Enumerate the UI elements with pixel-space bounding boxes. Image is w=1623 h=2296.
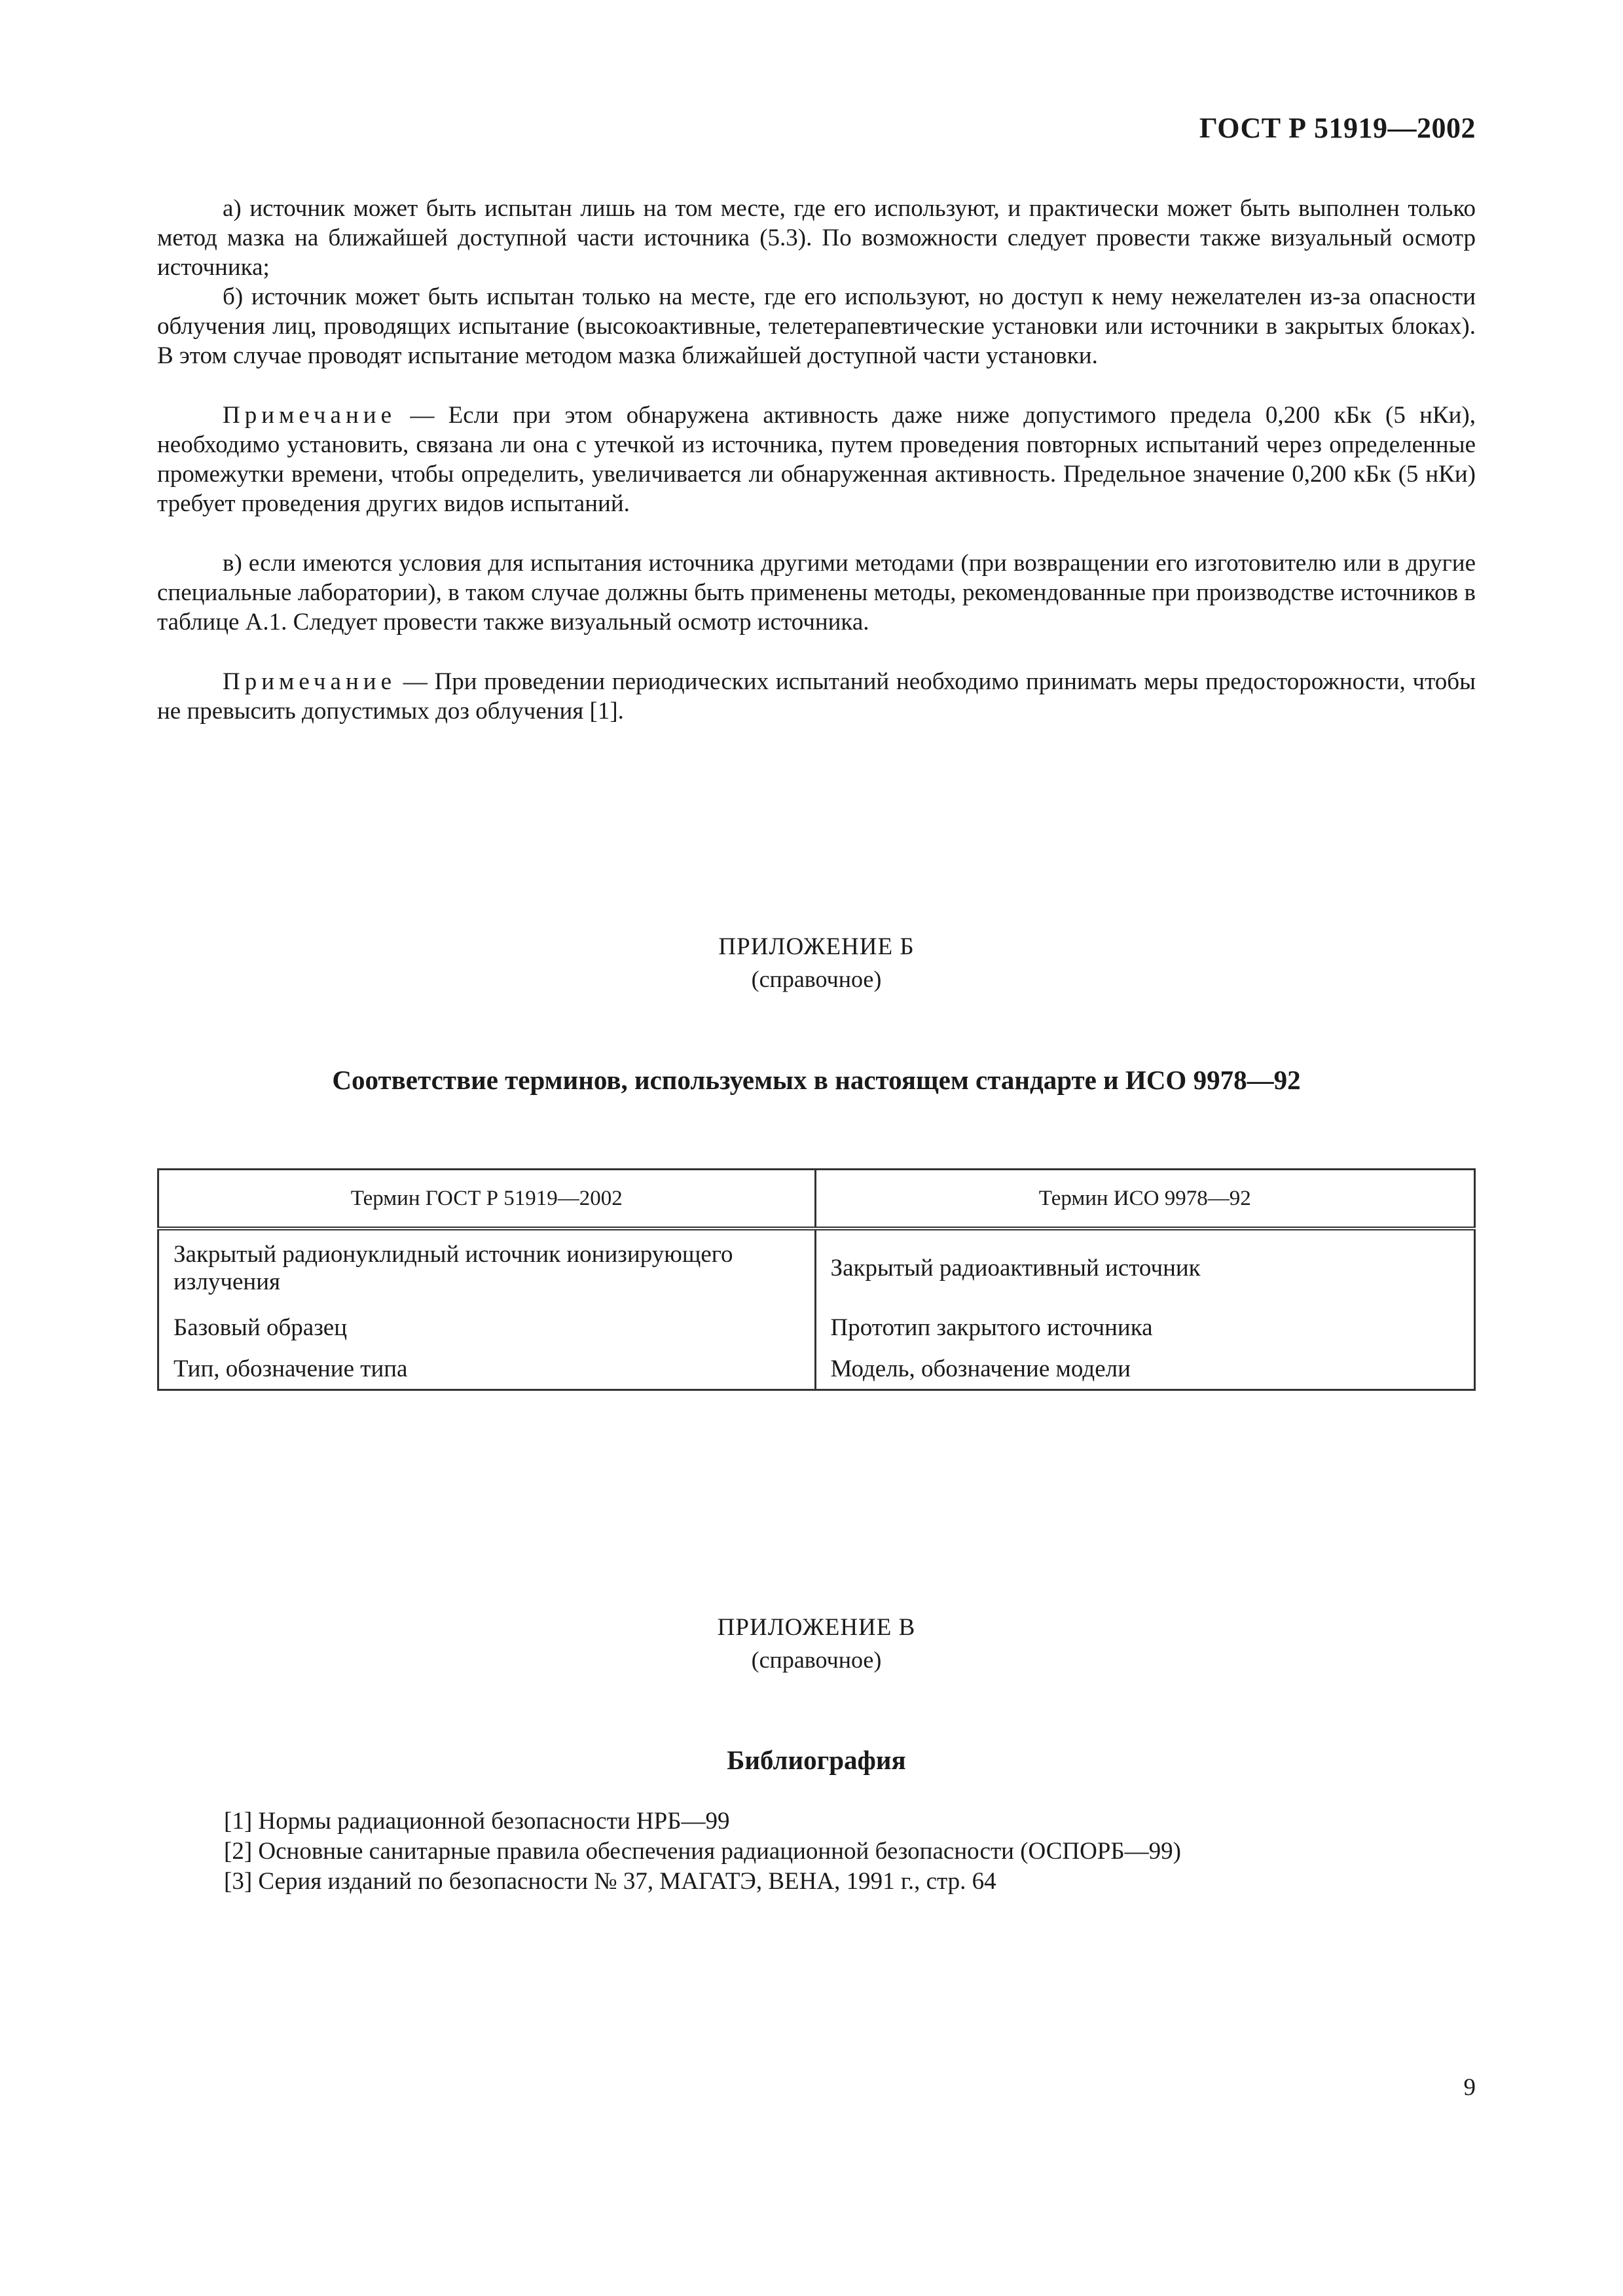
note-1-label: Примечание: [223, 402, 396, 429]
note-1-text: — Если при этом обнаружена активность даже ниже допустимого предела 0,200 кБк (5 нКи), необходимо установить, связана ли она с утечкой из источника, путем проведения повторных испытаний через определенные промежутки времени, чтобы определить, увеличивается ли обнаруженная активность. Предельное значение 0,200 кБк (5 нКи) требует проведения других видов испытаний.: [157, 402, 1476, 517]
paragraph-a: а) источник может быть испытан лишь на том месте, где его используют, и практически может быть выполнен только метод мазка на ближайшей доступной части источника (5.3). По возможности следует провести также визуальный осмотр источника;: [157, 195, 1476, 281]
appendix-b-heading: Соответствие терминов, используемых в настоящем стандарте и ИСО 9978—92: [332, 1065, 1301, 1095]
table-cell-iso: Прототип закрытого источника: [815, 1306, 1474, 1350]
table-cell-gost: Базовый образец: [158, 1306, 816, 1350]
table-row: [158, 1229, 1475, 1306]
document-id-header: ГОСТ Р 51919—2002: [1199, 112, 1476, 144]
note-2-text: — При проведении периодических испытаний необходимо принимать меры предосторожности, чтобы не превысить допустимых доз облучения [1].: [157, 668, 1476, 725]
table-row: [158, 1306, 1475, 1350]
note-2-label: Примечание: [223, 668, 396, 695]
table-cell-gost: Тип, обозначение типа: [158, 1350, 816, 1390]
table-cell-iso: Модель, обозначение модели: [815, 1350, 1474, 1390]
table-cell-gost: Закрытый радионуклидный источник ионизирующего излучения: [158, 1229, 816, 1306]
note-1: [157, 401, 1476, 518]
table-cell-iso: Закрытый радиоактивный источник: [815, 1229, 1474, 1306]
appendix-b-subtitle: (справочное): [751, 966, 882, 992]
table-row: [158, 1350, 1475, 1390]
table-header-row: [158, 1170, 1475, 1229]
bibliography-item: [2] Основные санитарные правила обеспечения радиационной безопасности (ОСПОРБ—99): [224, 1838, 1181, 1865]
paragraph-b: б) источник может быть испытан только на месте, где его используют, но доступ к нему нежелателен из-за опасности облучения лиц, проводящих испытание (высокоактивные, телетерапевтические установки или источники в закрытых блоках). В этом случае проводят испытание методом мазка ближайшей доступной части установки.: [157, 283, 1476, 369]
note-2: [157, 667, 1476, 726]
table-header-gost: Термин ГОСТ Р 51919—2002: [158, 1170, 816, 1229]
body-text: [157, 194, 1476, 726]
bibliography-item: [1] Нормы радиационной безопасности НРБ—99: [224, 1808, 730, 1835]
bibliography-list: [224, 1806, 1181, 1897]
page-number: 9: [1463, 2074, 1476, 2101]
appendix-b-title: ПРИЛОЖЕНИЕ Б: [718, 933, 915, 960]
appendix-v-title: ПРИЛОЖЕНИЕ В: [717, 1614, 916, 1641]
table-header-iso: Термин ИСО 9978—92: [815, 1170, 1474, 1229]
terms-table: [157, 1168, 1476, 1391]
bibliography-heading: Библиография: [727, 1745, 906, 1775]
appendix-v-subtitle: (справочное): [751, 1647, 882, 1673]
bibliography-item: [3] Серия изданий по безопасности № 37, МАГАТЭ, ВЕНА, 1991 г., стр. 64: [224, 1868, 996, 1895]
paragraph-v: в) если имеются условия для испытания источника другими методами (при возвращении его изготовителю или в другие специальные лаборатории), в таком случае должны быть применены методы, рекомендованные при производстве источников в таблице А.1. Следует провести также визуальный осмотр источника.: [157, 550, 1476, 636]
